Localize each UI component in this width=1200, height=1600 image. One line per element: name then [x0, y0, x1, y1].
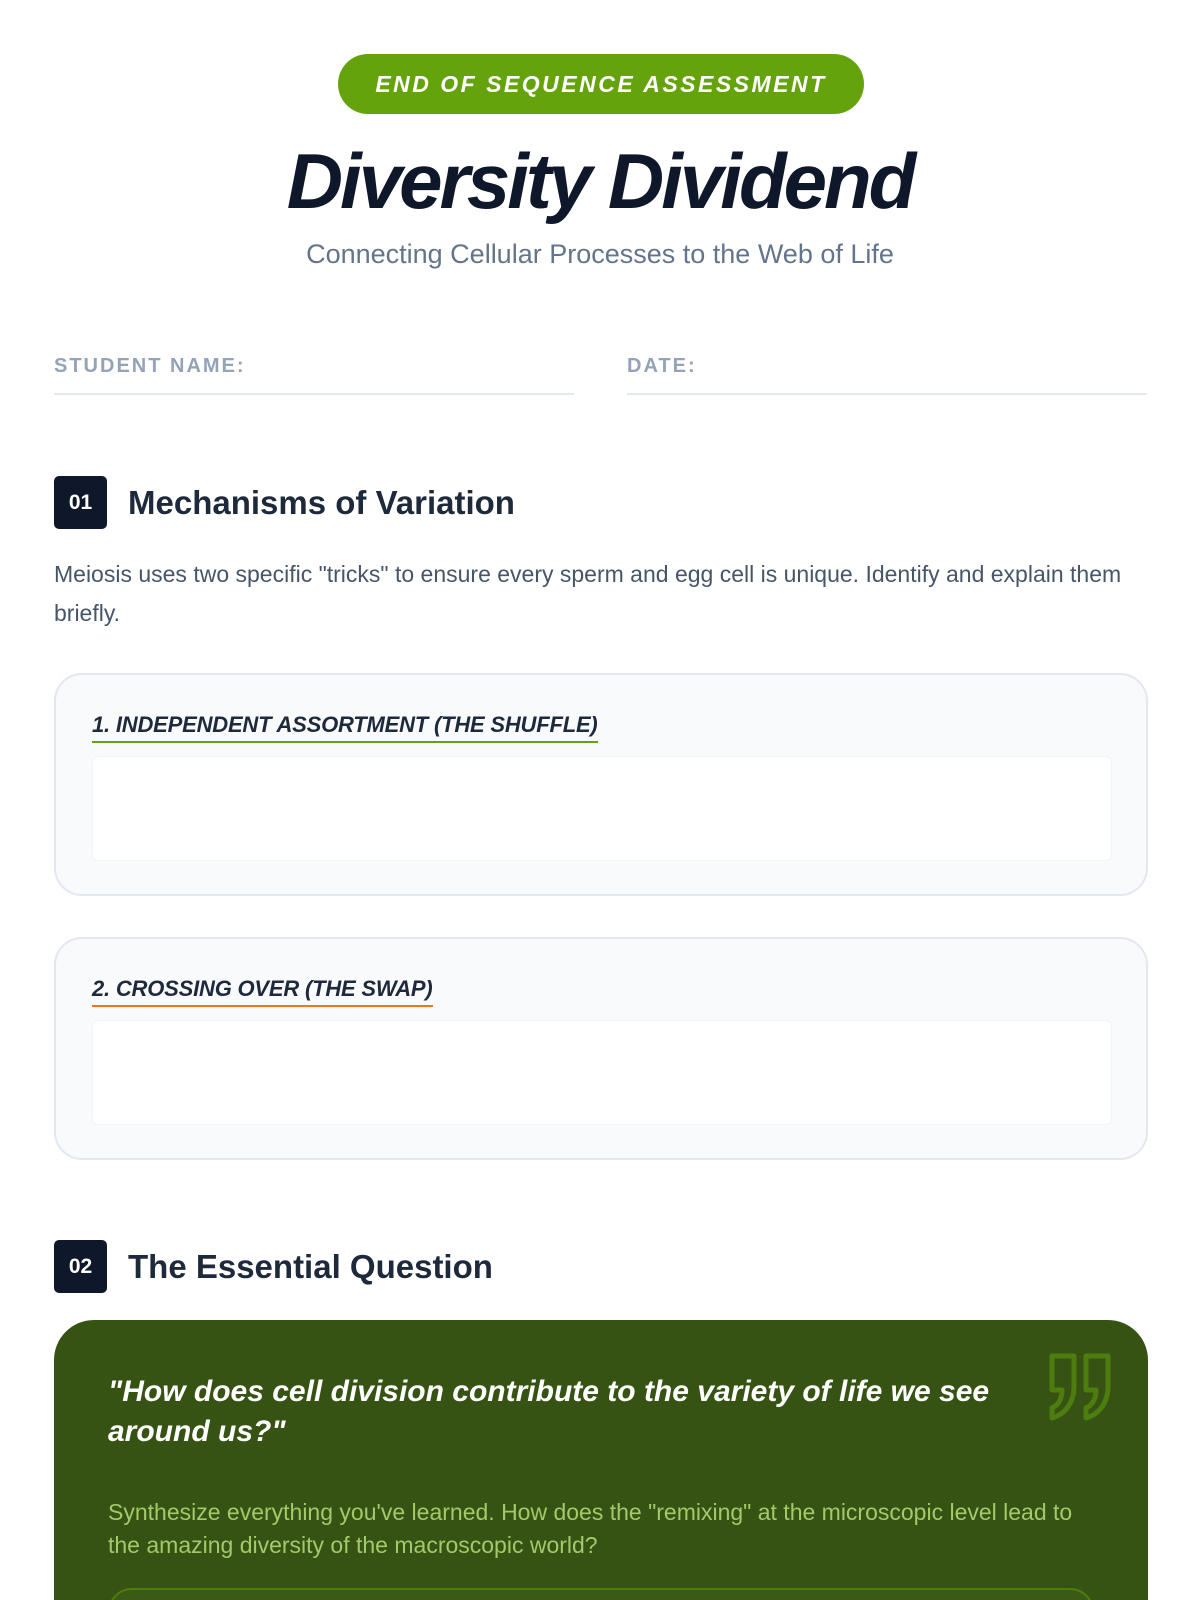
- section-2-number: 02: [54, 1240, 107, 1293]
- section-2-title: The Essential Question: [128, 1247, 493, 1285]
- quote-icon: [1046, 1352, 1116, 1422]
- crossing-over-answer[interactable]: [92, 1020, 1112, 1125]
- crossing-over-card: [54, 937, 1148, 1160]
- page-subtitle: Connecting Cellular Processes to the Web of Life: [306, 239, 894, 269]
- assessment-badge: END OF SEQUENCE ASSESSMENT: [338, 54, 864, 114]
- essential-question-prompt: Synthesize everything you've learned. How does the "remixing" at the microscopic level lead to the amazing diversity of the macroscopic world?: [108, 1499, 1073, 1558]
- essential-question-text: "How does cell division contribute to the variety of life we see around us?": [108, 1375, 990, 1448]
- student-name-label: STUDENT NAME:: [54, 355, 246, 377]
- date-label: DATE:: [627, 355, 697, 377]
- section-2-header: [54, 1240, 493, 1293]
- independent-assortment-answer[interactable]: [92, 756, 1112, 861]
- independent-assortment-label: 1. INDEPENDENT ASSORTMENT (THE SHUFFLE): [92, 711, 598, 743]
- date-field[interactable]: [627, 352, 1147, 395]
- section-1-number: 01: [54, 476, 107, 529]
- section-1-title: Mechanisms of Variation: [128, 483, 515, 521]
- independent-assortment-card: [54, 673, 1148, 896]
- student-name-field[interactable]: [54, 352, 574, 395]
- page-title: Diversity Dividend: [286, 137, 914, 225]
- essential-question-box: [54, 1320, 1148, 1600]
- section-1-intro: Meiosis uses two specific "tricks" to ensure every sperm and egg cell is unique. Identify and explain them briefly.: [54, 561, 1122, 626]
- essential-question-answer[interactable]: [108, 1588, 1094, 1600]
- crossing-over-label: 2. CROSSING OVER (THE SWAP): [92, 975, 433, 1007]
- section-1-header: [54, 476, 515, 529]
